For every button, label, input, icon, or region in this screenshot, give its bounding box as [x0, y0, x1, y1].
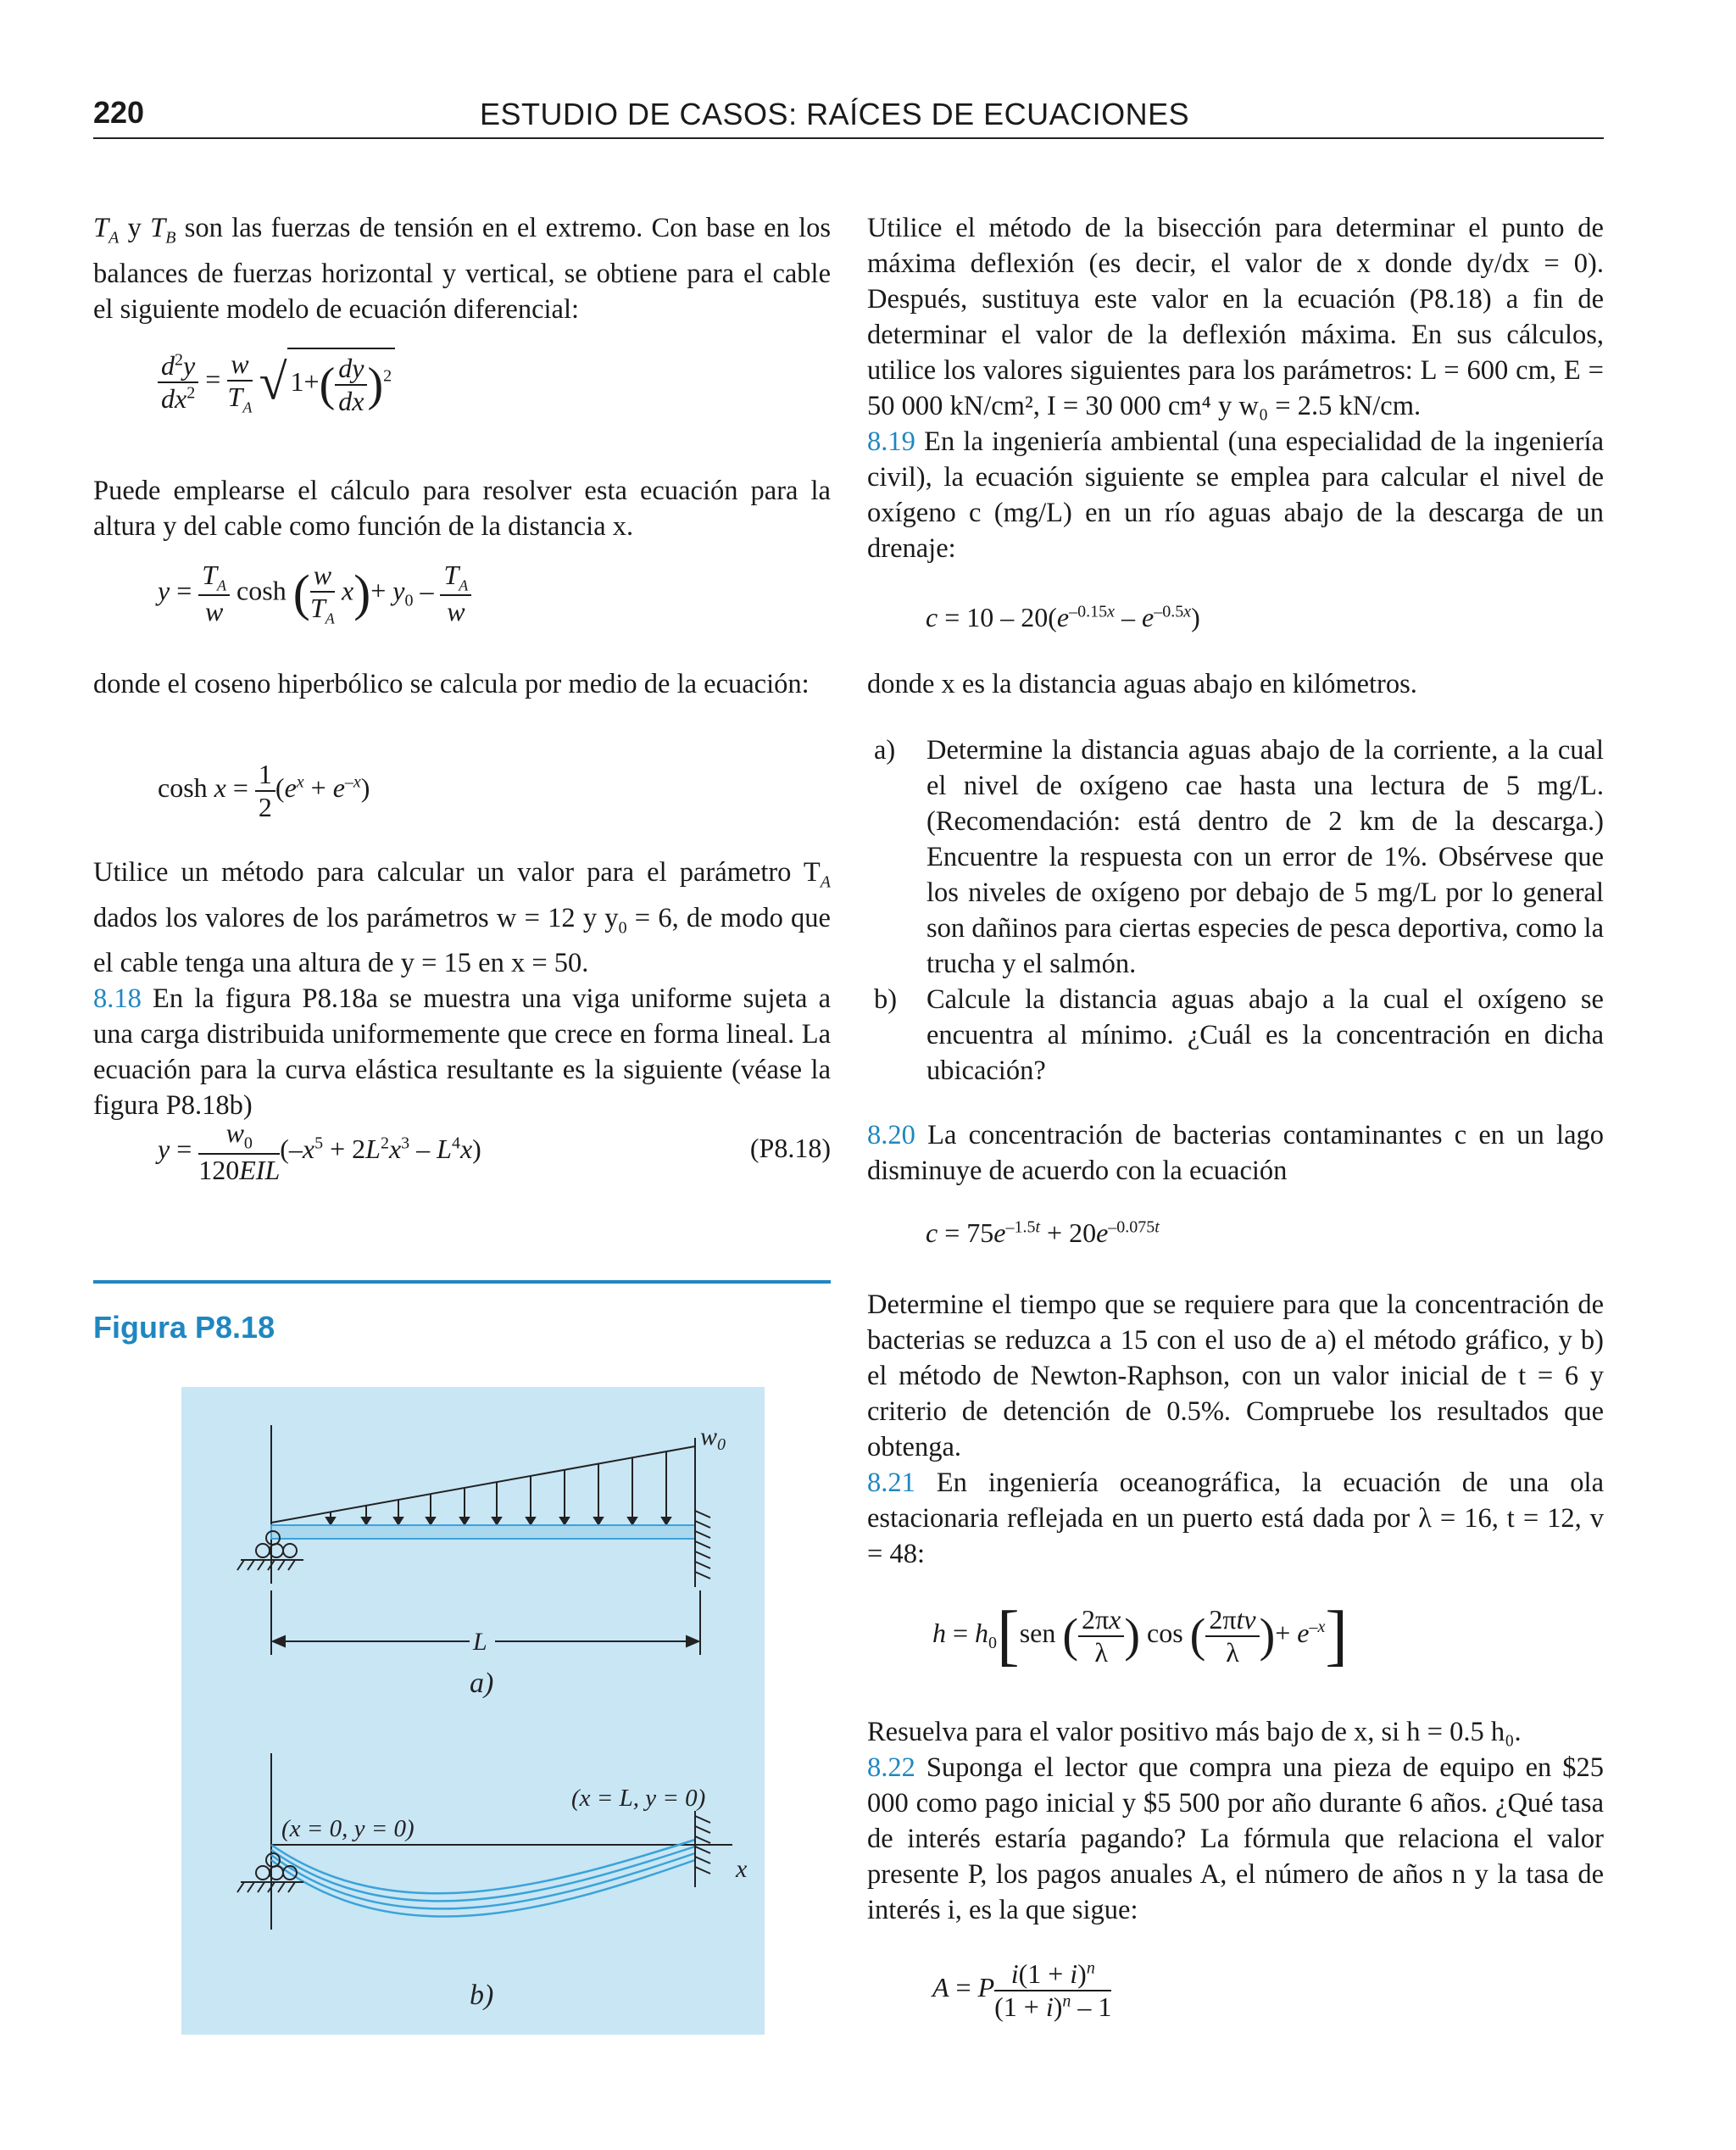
equation-8-20: $c = 75e^{-1.5t} + 20e^{-0.075t}$	[926, 1217, 1160, 1248]
left-p4c-text: = 6, de modo que el cable tenga una altura de y = 15 en x = 50.	[93, 902, 831, 978]
left-p4b-text: dados los valores de los parámetros w = 12 y y	[93, 902, 619, 933]
left-paragraph-2	[93, 473, 831, 544]
problem-8-20-b	[867, 1287, 1604, 1572]
problem-8-20-number: 8.20	[867, 1120, 915, 1150]
equation-8-21: $h = h_0[sen$ ( $\frac{2\pi x}{\lambda}$ ) cos ( $\frac{\text{2πtv}}{\lambda}$ )+ $e^{-x}$]	[932, 1598, 1349, 1673]
problem-8-21-text: En ingeniería oceanográfica, la ecuación de una ola estacionaria reflejada en un puerto está dada por λ = 16, t = 12, v = 48:	[867, 1468, 1604, 1569]
left-p4-text: Utilice un método para calcular un valor para el parámetro T	[93, 857, 821, 888]
page-number: 220	[93, 95, 145, 130]
running-header-title: ESTUDIO DE CASOS: RAÍCES DE ECUACIONES	[480, 97, 1190, 131]
problem-8-19-items	[867, 732, 1604, 1089]
left-paragraph-3	[93, 666, 831, 702]
left-p1-text: son las fuerzas de tensión en el extremo. Con base en los balances de fuerzas horizontal y vertical, se obtiene para el cable el siguiente modelo de ecuación diferencial:	[93, 213, 831, 325]
right-column-top	[867, 210, 1604, 566]
figure-caption: Figura P8.18	[93, 1310, 275, 1345]
problem-8-19-number: 8.19	[867, 426, 915, 457]
equation-cosh-definition: cosh x = $\frac{1}{2}$ $(e^x + e^{-x})$	[158, 759, 370, 822]
left-paragraph-1: $T_A$ y $T_B$ son las fuerzas de tensión en el extremo. Con base en los balances de fuerzas horizontal y vertical, se obtiene para el cable el siguiente modelo de ecuación diferencial:	[93, 213, 831, 325]
equation-8-22: A = P $\frac{i(1 + i)^n}{(1 + i)^n - 1}$	[932, 1958, 1112, 2022]
problem-8-22-number: 8.22	[867, 1752, 915, 1783]
label-x: x	[736, 1855, 748, 1883]
figure-p8-18	[181, 1387, 765, 2035]
equation-8-19: $c = 10 - 20(e^{-0.15x} - e^{-0.5x})$	[926, 602, 1200, 632]
list-item: a) Determine la distancia aguas abajo de la corriente, a la cual el nivel de oxígeno cae hasta una lectura de 5 mg/L. (Recomendación: está dentro de 2 km de la descarga.) Encuentre la respuesta con un error de 1%. Obsérvese que los niveles de oxígeno por debajo de 5 mg/L por lo general son dañinos para ciertas especies de pesca deportiva, como la trucha y el salmón.	[874, 735, 1604, 979]
problem-8-20-b-text: Determine el tiempo que se requiere para que la concentración de bacterias se reduzca a 15 con el uso de a) el método gráfico, y b) el método de Newton-Raphson, con un valor inicial de t = 6 y criterio de detención de 0.5%. Compruebe los resultados que obtenga.	[867, 1289, 1604, 1462]
left-p3-text: donde el coseno hiperbólico se calcula por medio de la ecuación:	[93, 669, 810, 699]
problem-8-19-text: En la ingeniería ambiental (una especialidad de la ingeniería civil), la ecuación siguiente se emplea para calcular el nivel de oxígeno c (mg/L) en un río aguas abajo de la descarga de un drenaje:	[867, 426, 1604, 564]
right-p819b-text: donde x es la distancia aguas abajo en kilómetros.	[867, 669, 1417, 699]
problem-8-21-b	[867, 1714, 1604, 1928]
header-rule	[93, 137, 1604, 139]
problem-8-21-b-text: Resuelva para el valor positivo más bajo de x, si h = 0.5 h₀.	[867, 1717, 1522, 1747]
label-L: L	[473, 1628, 487, 1656]
equation-number-p8-18: (P8.18)	[749, 1133, 831, 1163]
equation-p8-18: y = $\frac{w_0}{\text{120EIL}}$ $(-x^5 + 2L^2x^3 - L^4x)$ (P8.18)	[158, 1117, 831, 1186]
label-w0: $w_0$	[700, 1423, 726, 1454]
figure-rule	[93, 1280, 831, 1284]
label-b: b)	[470, 1980, 494, 2011]
right-paragraph-8-19b	[867, 666, 1604, 702]
left-paragraph-4: Utilice un método para calcular un valor para el parámetro $T_A$ dados los valores de los parámetros w = 12 y $y_0 = 6$, de modo que el cable tenga una altura de y = 15 en x = 50. 8.18 En la figura P8.18a se muestra una viga uniforme sujeta a una carga distribuida uniformemente que crece en forma lineal. La ecuación para la curva elástica resultante es la siguiente (véase la figura P8.18b)	[93, 857, 831, 1121]
problem-8-20-text: La concentración de bacterias contaminantes c en un lago disminuye de acuerdo con la ecuación	[867, 1120, 1604, 1186]
problem-8-18-text: En la figura P8.18a se muestra una viga uniforme sujeta a una carga distribuida uniformemente que crece en forma lineal. La ecuación para la curva elástica resultante es la siguiente (véase la figura P8.18b)	[93, 983, 831, 1121]
label-right-condition: (x = L, y = 0)	[571, 1785, 706, 1812]
problem-8-21-number: 8.21	[867, 1468, 915, 1498]
label-a: a)	[470, 1668, 494, 1699]
problem-8-18-number: 8.18	[93, 983, 142, 1014]
problem-8-22-text: Suponga el lector que compra una pieza de equipo en $25 000 como pago inicial y $5 500 por año durante 6 años. ¿Qué tasa de interés estaría pagando? La fórmula que relaciona el valor presente P, los pagos anuales A, el número de años n y la tasa de interés i, es la que sigue:	[867, 1752, 1604, 1925]
list-item: b) Calcule la distancia aguas abajo a la cual el oxígeno se encuentra al mínimo. ¿Cuál es la concentración en dicha ubicación?	[874, 984, 1604, 1086]
problem-8-20	[867, 1117, 1604, 1189]
equation-cable-height: y = $\frac{T_A}{w}$ cosh ( $\frac{w}{T_A}$ $x)+ y_0$ – $\frac{T_A}{w}$	[158, 560, 471, 627]
equation-cable-ode: $\frac{d^2y}{dx^2}$ = $\frac{w}{T_A}$ √ 1+( $\frac{dy}{dx}$ )$^2$	[158, 348, 395, 417]
left-p2-text: Puede emplearse el cálculo para resolver esta ecuación para la altura y del cable como función de la distancia x.	[93, 476, 831, 542]
beam-diagram	[181, 1387, 765, 2035]
right-p1-text: Utilice el método de la bisección para determinar el punto de máxima deflexión (es decir, el valor de x donde dy/dx = 0). Después, sustituya este valor en la ecuación (P8.18) a fin de determinar el valor de la deflexión máxima. En sus cálculos, utilice los valores siguientes para los parámetros: L = 600 cm, E = 50 000 kN/cm², I = 30 000 cm⁴ y w₀ = 2.5 kN/cm.	[867, 213, 1604, 421]
label-left-condition: (x = 0, y = 0)	[281, 1815, 415, 1842]
